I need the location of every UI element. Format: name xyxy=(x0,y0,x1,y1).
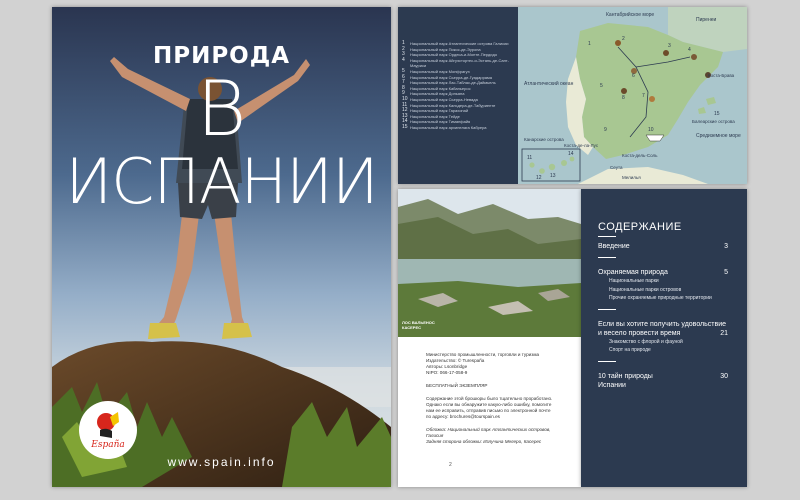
notice-line-3: нам ее исправить, отправив письмо по электронной почте xyxy=(426,408,551,413)
contents-title-rule xyxy=(598,236,616,237)
legend-number: 11 xyxy=(402,101,408,108)
toc-entry-label: Если вы хотите получить удовольствие xyxy=(598,320,727,328)
photo-caption xyxy=(402,320,442,330)
toc-entry-page: 5 xyxy=(724,269,728,276)
label-canary-islands: Канарские острова xyxy=(524,137,564,142)
label-balearic-islands: Балеарские острова xyxy=(692,119,735,124)
legend-number: 13 xyxy=(402,112,408,119)
legend-text: Национальный парк Сьерра-де-Гуадаррама xyxy=(410,74,492,80)
toc-subentry[interactable]: Национальные парки xyxy=(609,278,659,284)
park-number-6: 6 xyxy=(632,73,635,79)
toc-subentry[interactable]: Национальные парки островов xyxy=(609,286,682,293)
legend-text: Национальный парк Гарахонай xyxy=(410,108,469,114)
toc-entry-introduction[interactable] xyxy=(598,242,728,258)
park-number-4: 4 xyxy=(688,47,691,53)
legend-text: Национальный парк Ордеса-и-Монте-Пердидо xyxy=(410,52,498,58)
free-copy-notice: БЕСПЛАТНЫЙ ЭКЗЕМПЛЯР xyxy=(426,383,488,388)
legend-number: 1 xyxy=(402,40,405,46)
legend-text: Национальный парк Айгуэстортес-и-Эстань-де-Сант-Мауриси xyxy=(410,57,509,69)
park-number-3: 3 xyxy=(668,43,671,49)
legend-number: 8 xyxy=(402,84,405,91)
spain-tourism-logo xyxy=(78,400,138,460)
toc-entry-label: 10 тайн природы xyxy=(598,372,653,380)
mountain-lake-photo xyxy=(398,189,581,337)
notice-line-2: Однако если вы обнаружите какую-либо ошибку, помогите xyxy=(426,402,552,407)
caption-line-1: ЛОС ВАЛЬЕНОС xyxy=(402,320,435,325)
label-pyrenees: Пиренеи xyxy=(696,17,717,23)
park-number-8: 8 xyxy=(622,95,625,101)
imprint-text xyxy=(426,352,576,445)
toc-divider xyxy=(598,361,616,362)
imprint-publisher: Издательство: © Turespaña xyxy=(426,358,485,363)
table-of-contents xyxy=(598,242,728,400)
park-number-10: 10 xyxy=(648,127,654,133)
cover-title-nature: ПРИРОДА xyxy=(152,43,291,69)
toc-entry-label: Введение xyxy=(598,243,630,250)
legend-number: 5 xyxy=(402,67,405,74)
cover-title-in: В xyxy=(196,64,247,153)
toc-entry-page: 3 xyxy=(724,243,728,250)
label-mediterranean-sea: Средиземное море xyxy=(696,133,741,139)
cover-credit-line-3: Задняя сторона обложки: Излучина Мелеро, Касерес xyxy=(426,439,542,444)
contents-page xyxy=(581,189,747,487)
cover-credit-line-1: Обложка: Национальный парк Атлантических островов, xyxy=(426,427,551,432)
park-number-14: 14 xyxy=(568,151,574,157)
notice-line-1: Содержание этой брошюры было тщательно проработано. xyxy=(426,396,553,401)
park-number-12: 12 xyxy=(536,175,542,181)
toc-entry-label-cont: и весело провести время xyxy=(598,329,681,337)
label-ceuta: Сеута xyxy=(610,165,623,170)
legend-text: Национальный парк Тейде xyxy=(410,113,460,119)
legend-number: 15 xyxy=(402,123,408,130)
imprint-nipo: NIPO: 066-17-058-9 xyxy=(426,370,468,375)
legend-number: 9 xyxy=(402,90,405,97)
park-number-9: 9 xyxy=(604,127,607,133)
imprint-page xyxy=(398,189,581,487)
caption-line-2: КАСЕРЕС xyxy=(402,325,422,330)
legend-item xyxy=(402,58,515,69)
park-number-2: 2 xyxy=(622,36,625,42)
park-number-7: 7 xyxy=(642,93,645,99)
toc-divider xyxy=(598,309,616,310)
legend-text: Национальный парк Кабаньерос xyxy=(410,85,471,91)
park-number-5: 5 xyxy=(600,83,603,89)
label-atlantic-ocean: Атлантический океан xyxy=(524,81,574,87)
legend-text: Национальный парк Тиманфайя xyxy=(410,119,471,125)
national-parks-map-page xyxy=(398,7,747,184)
label-melilla: Мелилья xyxy=(622,175,641,180)
park-number-15: 15 xyxy=(714,111,720,117)
legend-number: 4 xyxy=(402,56,405,63)
legend-text: Национальный парк Лас-Таблас-де-Даймьель xyxy=(410,80,496,86)
cover-credit-line-2: Галисия xyxy=(426,433,444,438)
toc-entry-have-fun[interactable] xyxy=(598,320,728,362)
legend-text: Национальный парк Кальдера-де-Табуриенте xyxy=(410,102,496,108)
park-number-11: 11 xyxy=(527,155,533,161)
legend-item xyxy=(402,125,515,131)
toc-subentry[interactable]: Прочие охраняемые природные территории xyxy=(609,295,712,301)
legend-list xyxy=(402,41,515,131)
park-number-13: 13 xyxy=(550,173,556,179)
toc-entry-protected-nature[interactable] xyxy=(598,268,728,310)
legend-number: 12 xyxy=(402,107,408,114)
legend-number: 2 xyxy=(402,45,405,52)
legend-text: Национальный парк Доньяна xyxy=(410,91,465,97)
toc-entry-page: 21 xyxy=(720,329,728,337)
legend-text: Национальный парк Пикос-де-Эуропа xyxy=(410,46,481,52)
brochure-cover-page xyxy=(52,7,391,487)
label-cantabrian-sea: Кантабрийское море xyxy=(606,12,655,18)
legend-number: 7 xyxy=(402,79,405,86)
legend-text: Национальный парк архипелага Кабрера xyxy=(410,124,487,130)
toc-entry-label: Охраняемая природа xyxy=(598,269,668,276)
toc-subentry[interactable]: Спорт на природе xyxy=(609,347,651,353)
park-number-1: 1 xyxy=(588,41,591,47)
legend-number: 14 xyxy=(402,118,408,125)
svg-text:España: España xyxy=(91,440,125,450)
label-costa-brava: Коста-Брава xyxy=(708,73,735,78)
cover-title-spain: ИСПАНИИ xyxy=(65,145,378,218)
legend-number: 3 xyxy=(402,51,405,58)
cover-website-url: www.spain.info xyxy=(167,455,276,469)
toc-entry-page: 30 xyxy=(720,372,728,380)
spain-map xyxy=(518,7,747,184)
imprint-ministry: Министерство промышленности, торговли и туризма xyxy=(426,352,540,357)
legend-text: Национальный парк Сьерра-Невада xyxy=(410,96,478,102)
legend-text: Национальный парк Монфрагуэ xyxy=(410,68,470,74)
contents-title: СОДЕРЖАНИЕ xyxy=(598,221,682,233)
legend-text: Национальный парк Атлантические острова Галисии xyxy=(410,41,509,46)
notice-line-4: по адресу: brochures@tourspain.es xyxy=(426,414,500,419)
page-number: 2 xyxy=(449,462,452,468)
toc-divider xyxy=(598,257,616,258)
legend-number: 10 xyxy=(402,95,408,102)
map-legend xyxy=(398,7,518,184)
toc-entry-ten-secrets[interactable] xyxy=(598,372,728,390)
imprint-authors: Авторы: Lsonbridge xyxy=(426,364,468,369)
toc-entry-label-cont: Испании xyxy=(598,381,626,389)
label-costa-de-la-luz: Коста-де-ла-Лус xyxy=(564,143,599,148)
toc-subentry[interactable]: Знакомство с флорой и фауной xyxy=(609,338,683,345)
label-costa-del-sol: Коста-дель-Соль xyxy=(622,153,658,158)
legend-number: 6 xyxy=(402,73,405,80)
